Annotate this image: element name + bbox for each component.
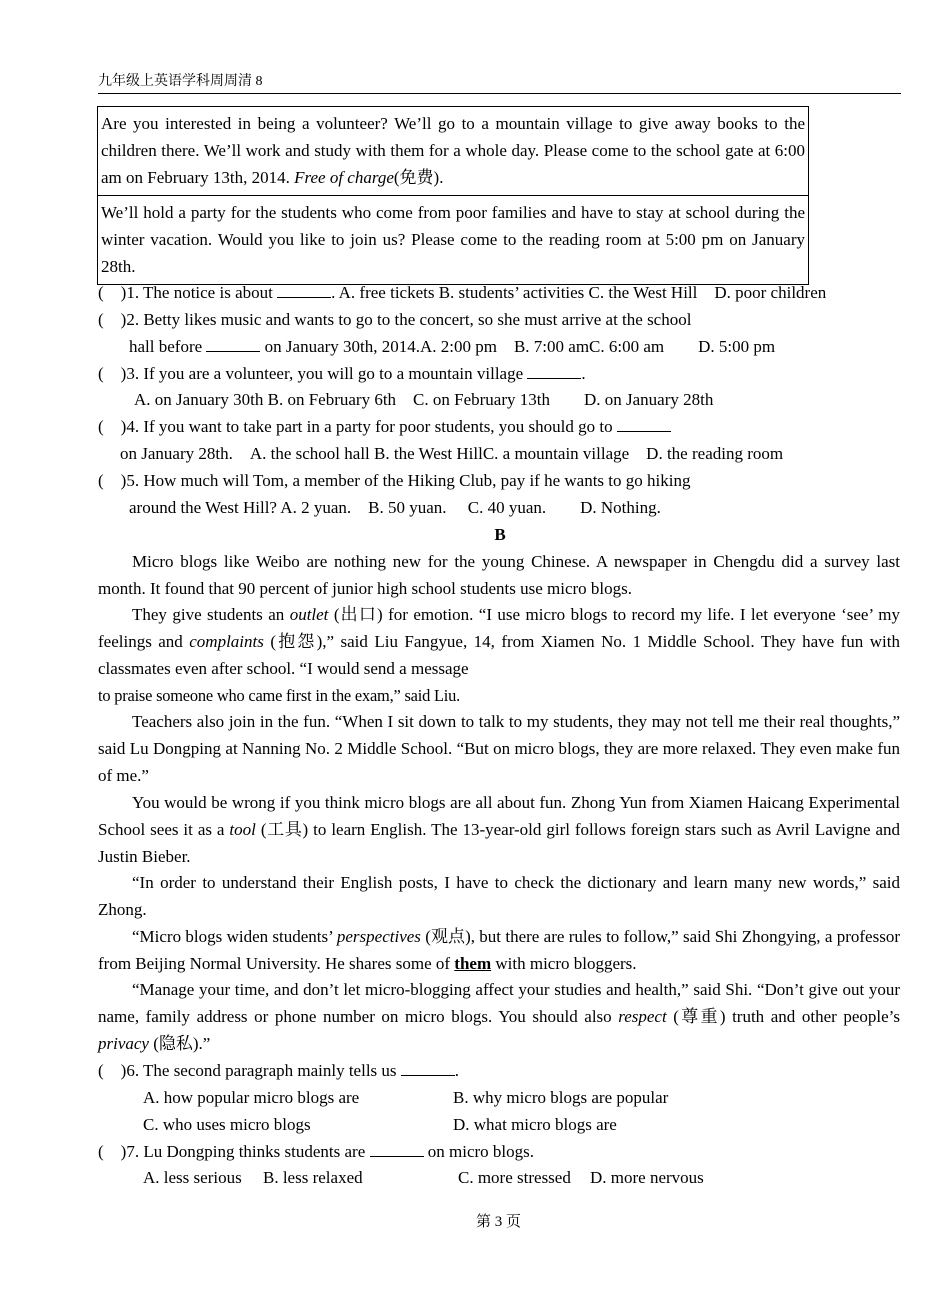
q6-option-b: B. why micro blogs are popular xyxy=(453,1088,669,1107)
word-tool: tool xyxy=(229,820,256,839)
q7-option-b: B. less relaxed xyxy=(263,1168,363,1187)
p6-text: with micro bloggers. xyxy=(491,954,637,973)
p7-text: (尊重) truth and other people’s xyxy=(666,1007,900,1026)
answer-blank xyxy=(277,283,331,298)
passage-paragraph-5: “In order to understand their English posts, I have to check the dictionary and learn many new words,” said Zhong. xyxy=(98,873,900,919)
passage-paragraph-3: Teachers also join in the fun. “When I sit down to talk to my students, they may not tell me their real thoughts,” said Lu Dongping at Nanning No. 2 Middle School. “But on micro blogs, they are more relaxed. They even make fun of me.” xyxy=(98,712,900,785)
question-3 xyxy=(98,360,586,387)
p2-text: They give students an xyxy=(132,605,290,624)
q1-stem: ( )1. The notice is about xyxy=(98,283,278,302)
q3-end: . xyxy=(581,364,586,383)
question-4-line-2: on January 28th. A. the school hall B. the West HillC. a mountain village D. the reading room xyxy=(120,444,784,463)
answer-blank xyxy=(527,364,581,379)
word-outlet: outlet xyxy=(289,605,329,624)
q7-stem: ( )7. Lu Dongping thinks students are xyxy=(98,1142,370,1161)
notice-volunteer xyxy=(98,107,809,196)
question-7 xyxy=(98,1138,534,1165)
question-6 xyxy=(98,1057,459,1084)
page-header xyxy=(98,72,901,94)
notices-table xyxy=(97,106,809,285)
question-5: ( )5. How much will Tom, a member of the Hiking Club, pay if he wants to go hiking xyxy=(98,471,691,490)
answer-blank xyxy=(370,1142,424,1157)
q6-end: . xyxy=(454,1061,460,1080)
p6-text: “Micro blogs widen students’ xyxy=(132,927,337,946)
word-complaints: complaints xyxy=(189,632,264,651)
question-3-options: A. on January 30th B. on February 6th C. on February 13th D. on January 28th xyxy=(134,390,714,409)
notice-volunteer-text: Are you interested in being a volunteer? We’ll go to a mountain village to give away books to the children there. We’ll work and study with them for a whole day. Please come to the school gate at 6:00 am on February 13th, 2014. xyxy=(101,114,805,187)
q6-stem: ( )6. The second paragraph mainly tells us xyxy=(98,1061,401,1080)
question-1 xyxy=(98,279,826,306)
word-respect: respect xyxy=(618,1007,667,1026)
p4-text: (工具) to learn English. The 13-year-old girl follows foreign stars such as Avril Lavigne and Justin Bieber. xyxy=(98,820,901,866)
q7-option-d: D. more nervous xyxy=(590,1168,704,1187)
q6-option-d: D. what micro blogs are xyxy=(453,1115,617,1134)
notice-party: We’ll hold a party for the students who come from poor families and have to stay at school during the winter vacation. Would you like to join us? Please come to the reading room at 5:00 pm on January 28th. xyxy=(98,196,809,285)
free-of-charge-gloss: (免费). xyxy=(393,168,444,187)
header-title: 九年级上英语学科周周清 8 xyxy=(98,74,263,89)
q6-option-a: A. how popular micro blogs are xyxy=(143,1088,360,1107)
p2-text: (抱怨),” said Liu Fangyue, 14, from Xiamen No. 1 Middle School. They have fun with classmates even after school. “I would send a message xyxy=(98,632,900,678)
q7-end: on micro blogs. xyxy=(423,1142,534,1161)
free-of-charge: Free of charge xyxy=(294,168,394,187)
passage-paragraph-4 xyxy=(98,789,900,870)
p6-text: (观点), but there are rules to follow,” said Shi Zhongying, a professor from Beijing Normal University. He shares some of xyxy=(98,927,900,973)
question-5-line-2: around the West Hill? A. 2 yuan. B. 50 yuan. C. 40 yuan. D. Nothing. xyxy=(129,498,661,517)
question-4 xyxy=(98,413,671,440)
question-2-line-2 xyxy=(129,333,775,360)
passage-paragraph-1: Micro blogs like Weibo are nothing new for the young Chinese. A newspaper in Chengdu did a survey last month. It found that 90 percent of junior high school students use micro blogs. xyxy=(98,552,900,598)
section-b-title: B xyxy=(494,525,506,544)
word-them: them xyxy=(454,954,492,973)
q7-option-c: C. more stressed xyxy=(458,1168,571,1187)
q4-stem: ( )4. If you want to take part in a party for poor students, you should go to xyxy=(98,417,617,436)
word-perspectives: perspectives xyxy=(336,927,421,946)
page-number: 第 3 页 xyxy=(475,1214,521,1230)
q2-stem-cont: hall before xyxy=(129,337,207,356)
q1-options: . A. free tickets B. students’ activities C. the West Hill D. poor children xyxy=(331,283,827,302)
word-privacy: privacy xyxy=(98,1034,149,1053)
question-2: ( )2. Betty likes music and wants to go to the concert, so she must arrive at the school xyxy=(98,310,692,329)
passage-paragraph-6 xyxy=(98,923,900,977)
passage-paragraph-2-tail: to praise someone who came first in the exam,” said Liu. xyxy=(98,686,461,705)
q3-stem: ( )3. If you are a volunteer, you will go to a mountain village xyxy=(98,364,528,383)
q6-option-c: C. who uses micro blogs xyxy=(143,1115,311,1134)
p7-text: “Manage your time, and don’t let micro-blogging affect your studies and health,” said Shi. “Don’t give out your name, family address or phone number on micro blogs. You should also xyxy=(98,980,900,1026)
notice-row xyxy=(98,196,809,285)
notice-row xyxy=(98,107,809,196)
p2-text: (出口) for emotion. “I use micro blogs to record my life. I let everyone ‘see’ my feelings and xyxy=(98,605,900,651)
q7-option-a: A. less serious xyxy=(143,1168,242,1187)
passage-paragraph-7 xyxy=(98,976,900,1057)
passage-paragraph-2 xyxy=(98,601,900,682)
answer-blank xyxy=(206,337,260,352)
p7-text: (隐私).” xyxy=(148,1034,211,1053)
answer-blank xyxy=(617,417,671,432)
answer-blank xyxy=(401,1061,455,1076)
p4-text: You would be wrong if you think micro blogs are all about fun. Zhong Yun from Xiamen Haicang Experimental School sees it as a xyxy=(98,793,900,839)
q2-options: on January 30th, 2014.A. 2:00 pm B. 7:00 amC. 6:00 am D. 5:00 pm xyxy=(260,337,776,356)
